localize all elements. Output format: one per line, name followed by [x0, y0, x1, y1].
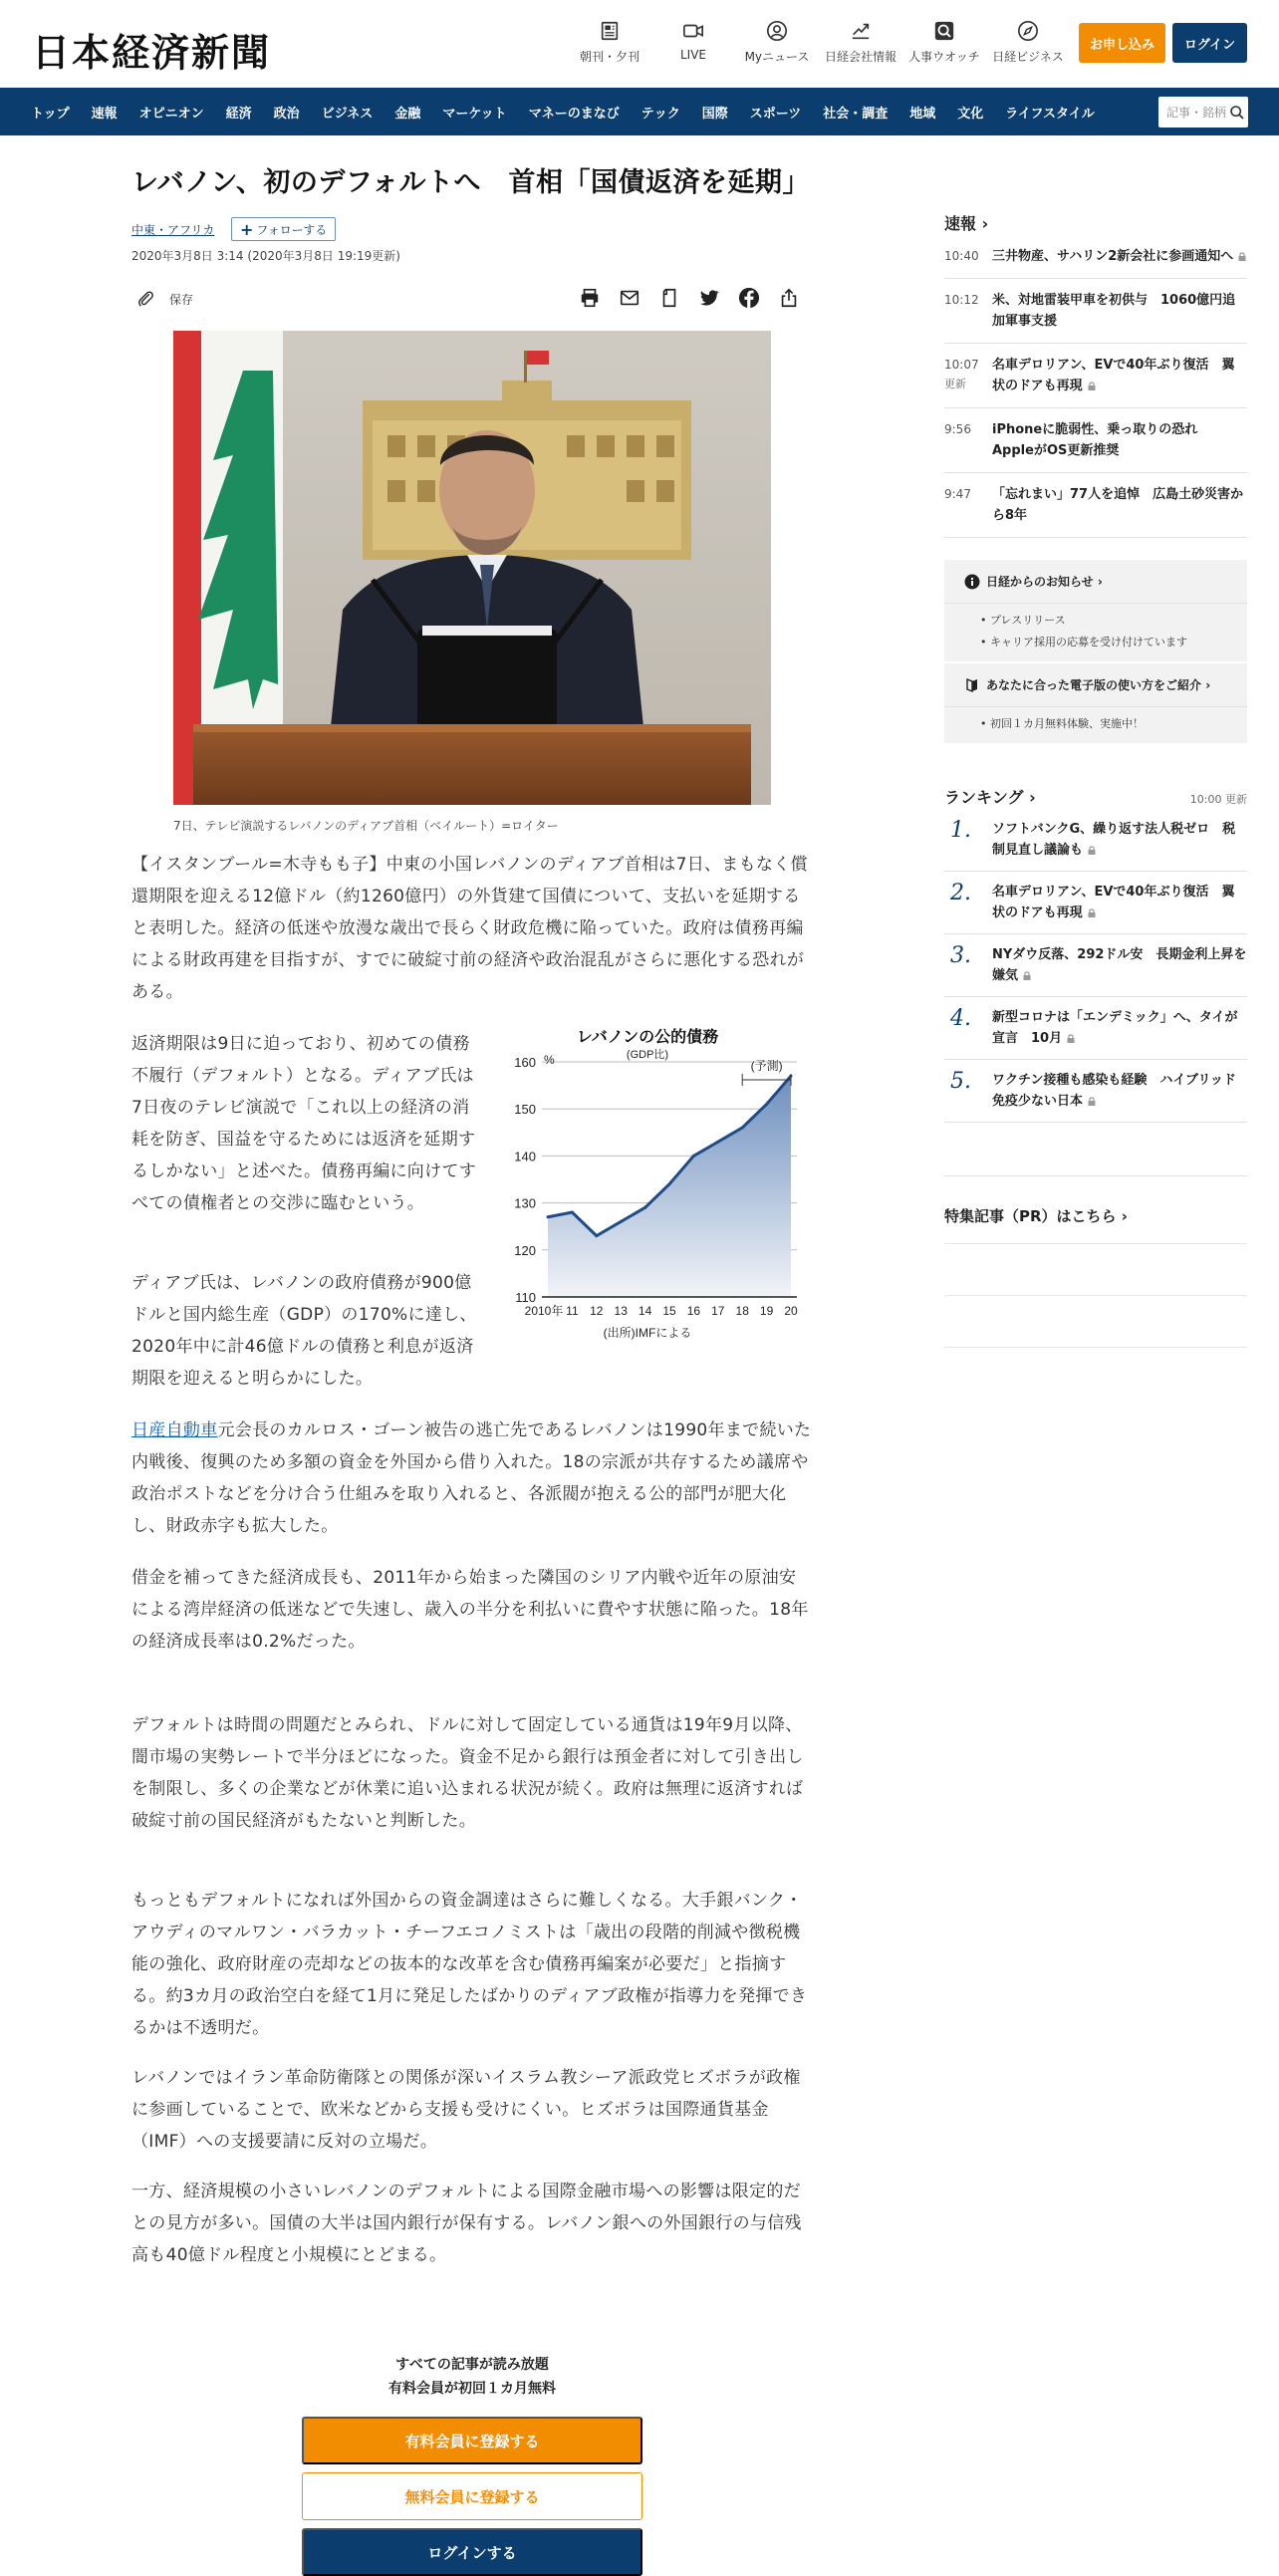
- data-point: [643, 1206, 646, 1209]
- ranking-item[interactable]: [944, 809, 1247, 872]
- nav-item[interactable]: スポーツ: [749, 106, 802, 122]
- save-label: 保存: [169, 292, 194, 307]
- ebook-list: [944, 707, 1247, 743]
- news-item[interactable]: [944, 235, 1247, 279]
- x-tick-label: 19: [759, 1304, 774, 1318]
- x-tick-label: 20: [784, 1304, 798, 1318]
- article-paragraph: 返済期限は9日に迫っており、初めての債務不履行（デフォルト）となる。ディアブ氏は7日夜のテレビ演説で「これ以上の経済の消耗を防ぎ、国益を守るためには返済を延期するしかない」と述べた。債務再編に向けてすべての債権者との交渉に臨むという。: [131, 1034, 476, 1213]
- nav-item[interactable]: 経済: [225, 106, 252, 122]
- data-point: [668, 1182, 671, 1185]
- divider: [944, 1347, 1247, 1348]
- news-title: [992, 355, 1247, 396]
- article-paragraph: 一方、経済規模の小さいレバノンのデフォルトによる国際金融市場への影響は限定的だとの見方が多い。国債の大半は国内銀行が保有する。レバノン銀への外国銀行の与信残高も40億ドル程度と小規模にとどまる。: [131, 2182, 802, 2265]
- article-paragraph: [131, 1415, 813, 1542]
- article-paragraph: もっともデフォルトになれば外国からの資金調達はさらに難しくなる。大手銀バンク・アウディのマルワン・バラカット・チーフエコノミストは「歳出の段階的削減や徴税機能の強化、政府財産の売却などの抜本的な改革を含む債務再編案が必要だ」と指摘する。約3カ月の政治空白を経て1月に発足したばかりのディアブ政権が指導力を発揮できるかは不透明だ。: [131, 1891, 808, 2038]
- y-tick-label: 150: [514, 1102, 536, 1118]
- lock-icon: [1238, 252, 1246, 261]
- news-time: [944, 484, 992, 526]
- util-company[interactable]: [819, 20, 902, 65]
- pr-title[interactable]: [944, 1205, 1128, 1226]
- news-title: [992, 484, 1247, 526]
- x-tick-label: 17: [711, 1304, 725, 1318]
- paywall-login-button[interactable]: ログインする: [302, 2528, 642, 2576]
- title-text: 米、対地雷装甲車を初供与 1060億円追加軍事支援: [992, 293, 1236, 329]
- notice-list: [944, 604, 1247, 661]
- notice-item-label: プレスリリース: [990, 614, 1066, 627]
- ebook-head[interactable]: あなたに合った電子版の使い方をご紹介 ›: [944, 663, 1247, 707]
- x-tick-label: 14: [638, 1304, 652, 1318]
- article-paragraph: デフォルトは時間の問題だとみられ、ドルに対して固定している通貨は19年9月以降、闇市場の実勢レートで半分ほどになった。資金不足から銀行は預金者に対して引き出しを制限し、多くの企業などが休業に追い込まれる状況が続く。政府は無理に返済すれば破綻寸前の国民経済がもたないと判断した。: [131, 1715, 804, 1831]
- copy-button[interactable]: [649, 287, 689, 309]
- apply-button[interactable]: お申し込み: [1079, 23, 1165, 63]
- facebook-icon: [738, 287, 760, 309]
- copy-icon: [658, 287, 680, 309]
- time-text: 10:40: [944, 249, 979, 263]
- plus-icon: +: [240, 219, 254, 239]
- newspaper-icon: [599, 20, 621, 42]
- paperclip-icon: [135, 289, 155, 309]
- twitter-button[interactable]: [689, 287, 729, 309]
- notice-item-label: キャリア採用の応募を受け付けています: [990, 636, 1187, 648]
- ebook-title: あなたに合った電子版の使い方をご紹介: [986, 678, 1202, 692]
- y-tick-label: 160: [514, 1055, 536, 1070]
- breaking-list: [944, 235, 1247, 538]
- data-point: [595, 1234, 598, 1237]
- nav-item[interactable]: トップ: [31, 106, 70, 122]
- y-tick-label: 140: [514, 1149, 536, 1164]
- paywall: [131, 2353, 813, 2562]
- follow-button[interactable]: [231, 217, 336, 241]
- chevron-right-icon: ›: [981, 214, 989, 233]
- notice-head[interactable]: 日経からのお知らせ ›: [944, 560, 1247, 604]
- ranking-item[interactable]: [944, 997, 1247, 1060]
- news-item[interactable]: [944, 344, 1247, 408]
- rank-number: 1.: [950, 818, 971, 843]
- rank-title-text: 名車デロリアン、EVで40年ぶり復活 翼状のドアも再現: [992, 885, 1235, 920]
- news-time: [944, 246, 992, 267]
- divider: [944, 1243, 1247, 1244]
- rank-title: [992, 1007, 1247, 1049]
- rank-number: 5.: [950, 1069, 971, 1094]
- facebook-button[interactable]: [729, 287, 769, 309]
- site-logo[interactable]: 日本経済新聞: [32, 30, 272, 75]
- lock-icon: [1088, 1097, 1096, 1106]
- nav-item[interactable]: 政治: [273, 106, 300, 122]
- lock-icon: [1088, 908, 1096, 917]
- info-icon: [964, 574, 980, 590]
- data-point: [716, 1141, 719, 1144]
- article-paragraph: 【イスタンブール=木寺もも子】中東の小国レバノンのディアブ首相は7日、まもなく償還期限を迎える12億ドル（約1260億円）の外貨建て国債について、支払いを延期すると表明した。経済の低迷や放漫な歳出で長らく財政危機に陥っていた。政府は債務再編による財政再建を目指すが、すでに破綻寸前の経済や政治混乱がさらに悪化する恐れがある。: [131, 855, 808, 1002]
- rank-title: [992, 882, 1247, 923]
- article-photo[interactable]: [173, 331, 771, 805]
- update-note: 更新: [944, 378, 966, 390]
- title-text: 名車デロリアン、EVで40年ぶり復活 翼状のドアも再現: [992, 358, 1235, 393]
- chart-source: (出所)IMFによる: [603, 1326, 692, 1340]
- news-item[interactable]: [944, 408, 1247, 473]
- login-button[interactable]: ログイン: [1172, 23, 1247, 63]
- share-icon: [778, 287, 800, 309]
- nav-item[interactable]: 社会・調査: [823, 106, 889, 122]
- article-headline: レバノン、初のデフォルトへ 首相「国債返済を延期」: [131, 167, 811, 198]
- util-mynews[interactable]: [735, 20, 819, 65]
- news-item[interactable]: [944, 279, 1247, 344]
- x-tick-label: 16: [686, 1304, 701, 1318]
- nav-item[interactable]: 国際: [701, 106, 728, 122]
- ranking-item[interactable]: [944, 1060, 1247, 1123]
- news-item[interactable]: [944, 473, 1247, 538]
- main-nav: [0, 88, 1279, 135]
- debt-chart[interactable]: [498, 1024, 813, 1345]
- x-tick-label: 2010年: [524, 1304, 564, 1318]
- paywall-line1: すべての記事が読み放題: [395, 2357, 549, 2373]
- nav-item[interactable]: ビジネス: [321, 106, 374, 122]
- util-jinji[interactable]: [902, 20, 986, 65]
- notice-title: 日経からのお知らせ: [986, 575, 1094, 589]
- time-text: 10:12: [944, 293, 979, 307]
- chart-subtitle: (GDP比): [626, 1049, 669, 1061]
- follow-label: フォローする: [256, 222, 328, 237]
- rank-title: [992, 944, 1247, 986]
- chart-title: レバノンの公的債務: [576, 1029, 719, 1046]
- time-text: 9:47: [944, 487, 971, 501]
- news-title: [992, 246, 1247, 267]
- news-time: [944, 419, 992, 461]
- nav-list: [20, 88, 1106, 135]
- breaking-title[interactable]: [944, 211, 988, 234]
- data-point: [741, 1127, 744, 1130]
- news-title: [992, 290, 1247, 332]
- util-label: 朝刊・夕刊: [579, 50, 640, 64]
- title-text: 「忘れまい」77人を追悼 広島土砂災害から8年: [992, 487, 1244, 523]
- user-icon: [766, 20, 788, 42]
- article-tools: [131, 285, 813, 315]
- nav-item[interactable]: テック: [640, 106, 680, 122]
- util-label: Myニュース: [744, 50, 810, 64]
- paywall-line2: 有料会員が初回１カ月無料: [388, 2381, 556, 2397]
- data-point: [571, 1211, 574, 1214]
- rank-title-text: ワクチン接種も感染も経験 ハイブリッド免疫少ない日本: [992, 1073, 1236, 1109]
- util-live[interactable]: [651, 20, 735, 65]
- rank-title-text: NYダウ反落、292ドル安 長期金利上昇を嫌気: [992, 947, 1247, 983]
- breaking-title-label: 速報: [944, 214, 977, 233]
- compass-icon: [1017, 20, 1039, 42]
- paragraph-text: 元会長のカルロス・ゴーン被告の逃亡先であるレバノンは1990年まで続いた内戦後、復興のため多額の資金を外国から借り入れた。18の宗派が共存するため議席や政治ポストなどを分け合う仕組みを取り入れると、各派閥が抱える公的部門が肥大化し、財政赤字も拡大した。: [131, 1420, 812, 1536]
- print-icon: [579, 287, 601, 309]
- y-tick-label: 130: [514, 1195, 536, 1211]
- data-point: [547, 1215, 550, 1218]
- lock-icon: [1088, 382, 1096, 390]
- nav-item[interactable]: 金融: [394, 106, 421, 122]
- title-text: 三井物産、サハリン2新会社に参画通知へ: [992, 249, 1234, 264]
- nav-item[interactable]: マーケット: [442, 106, 507, 122]
- util-label: 日経ビジネス: [992, 50, 1064, 64]
- ranking-updated: 10:00 更新: [1189, 793, 1247, 806]
- news-title: [992, 419, 1247, 461]
- photo-caption: 7日、テレビ演説するレバノンのディアブ首相（ベイルート）=ロイター: [173, 819, 559, 833]
- mail-button[interactable]: [610, 287, 649, 309]
- free-register-button[interactable]: 無料会員に登録する: [302, 2472, 642, 2520]
- util-label: 日経会社情報: [824, 50, 896, 64]
- article-paragraph: 借金を補ってきた経済成長も、2011年から始まった隣国のシリア内戦や近年の原油安による湾岸経済の低迷などで失速し、歳入の半分を利払いに費やす状態に陥った。18年の経済成長率は0.2%だった。: [131, 1568, 809, 1652]
- util-label: 人事ウオッチ: [908, 50, 980, 64]
- search-icon[interactable]: [1226, 97, 1248, 128]
- nav-item[interactable]: マネーのまなび: [528, 106, 620, 122]
- y-tick-label: 120: [514, 1242, 536, 1258]
- share-button[interactable]: [769, 287, 809, 309]
- ebook-item-label: 初回１カ月無料体験、実施中！: [990, 717, 1144, 730]
- rank-title: [992, 819, 1247, 861]
- ranking-item[interactable]: [944, 934, 1247, 997]
- lock-icon: [1023, 971, 1031, 980]
- data-point: [765, 1103, 768, 1106]
- news-time: [944, 290, 992, 332]
- lock-icon: [1067, 1034, 1075, 1043]
- nav-item[interactable]: ライフスタイル: [1005, 106, 1095, 122]
- rank-number: 2.: [950, 881, 971, 905]
- share-bar: [570, 287, 809, 309]
- y-tick-label: 110: [515, 1290, 536, 1305]
- rank-number: 4.: [950, 1006, 971, 1031]
- chevron-right-icon: ›: [1121, 1207, 1128, 1225]
- search-box[interactable]: [1158, 97, 1248, 128]
- divider: [944, 1295, 1247, 1296]
- util-newspaper[interactable]: [568, 20, 651, 65]
- x-tick-label: 18: [735, 1304, 749, 1318]
- search-person-icon: [933, 20, 955, 42]
- util-business[interactable]: [986, 20, 1070, 65]
- mail-icon: [619, 287, 640, 309]
- paid-register-button[interactable]: 有料会員に登録する: [302, 2417, 642, 2464]
- nav-item[interactable]: 文化: [957, 106, 984, 122]
- print-button[interactable]: [570, 287, 610, 309]
- chart-icon: [850, 20, 872, 42]
- news-time: [944, 355, 992, 396]
- rank-title: [992, 1070, 1247, 1112]
- time-text: 10:07: [944, 358, 979, 372]
- ranking-title-label: ランキング: [944, 788, 1024, 807]
- twitter-icon: [698, 287, 720, 309]
- x-tick-label: 15: [662, 1304, 676, 1318]
- nav-item[interactable]: 速報: [91, 106, 118, 122]
- video-icon: [682, 20, 704, 42]
- time-text: 9:56: [944, 422, 971, 436]
- ranking-item[interactable]: [944, 872, 1247, 934]
- rank-number: 3.: [950, 943, 971, 968]
- article-paragraph: レバノンではイラン革命防衛隊との関係が深いイスラム教シーア派政党ヒズボラが政権に参画していることで、欧米などから支援も受けにくい。ヒズボラは国際通貨基金（IMF）への支援要請に反対の立場だ。: [131, 2068, 801, 2152]
- x-tick-label: 12: [590, 1304, 604, 1318]
- nissan-link[interactable]: 日産自動車: [131, 1420, 218, 1440]
- nav-item[interactable]: オピニオン: [138, 106, 204, 122]
- data-point: [620, 1220, 623, 1223]
- lock-icon: [1088, 846, 1096, 855]
- site-header: [0, 0, 1279, 88]
- utility-nav: [568, 20, 1070, 65]
- nav-item[interactable]: 地域: [909, 106, 936, 122]
- rank-title-text: ソフトバンクG、繰り返す法人税ゼロ 税制見直し議論も: [992, 822, 1236, 858]
- search-input[interactable]: 記事・銘柄: [1166, 106, 1227, 120]
- divider: [944, 1175, 1247, 1176]
- save-button[interactable]: [135, 289, 193, 309]
- rank-title-text: 新型コロナは「エンデミック」へ、タイが宣言 10月: [992, 1010, 1238, 1046]
- ebook-box: [944, 663, 1247, 743]
- notice-item[interactable]: • キャリア採用の応募を受け付けています: [980, 636, 1187, 648]
- x-tick-label: 13: [614, 1304, 628, 1318]
- notice-box: [944, 560, 1247, 661]
- book-icon: [964, 677, 980, 693]
- data-point: [692, 1155, 695, 1158]
- chevron-right-icon: ›: [1029, 788, 1036, 807]
- ranking-list: [944, 809, 1247, 1123]
- pr-title-label: 特集記事（PR）はこちら: [944, 1207, 1117, 1225]
- debt-chart-svg: [498, 1024, 813, 1345]
- util-label: LIVE: [679, 48, 706, 62]
- x-tick-label: 11: [566, 1304, 579, 1318]
- article-paragraph: ディアブ氏は、レバノンの政府債務が900億ドルと国内総生産（GDP）の170%に達し、2020年中に計46億ドルの債務と利息が返済期限を迎えると明らかにした。: [131, 1273, 477, 1389]
- publish-date: 2020年3月8日 3:14 (2020年3月8日 19:19更新): [131, 249, 400, 263]
- photo-illustration: [173, 331, 771, 805]
- y-unit-label: %: [544, 1053, 555, 1067]
- notice-item[interactable]: • プレスリリース: [980, 614, 1066, 627]
- topic-link[interactable]: 中東・アフリカ: [131, 223, 215, 237]
- ranking-title[interactable]: [944, 785, 1036, 808]
- forecast-annotation: (予測): [750, 1059, 783, 1073]
- title-text: iPhoneに脆弱性、乗っ取りの恐れ AppleがOS更新推奨: [992, 422, 1211, 458]
- ebook-item[interactable]: • 初回１カ月無料体験、実施中！: [980, 717, 1144, 730]
